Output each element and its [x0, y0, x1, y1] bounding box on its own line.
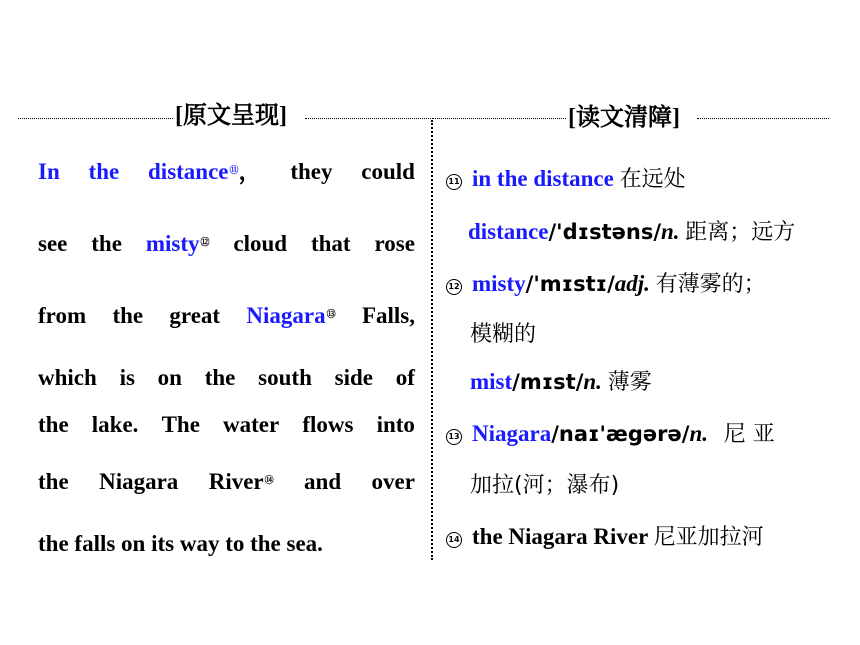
word: over: [371, 469, 415, 494]
keyword-river: [209, 468, 274, 500]
note-12: [446, 270, 766, 299]
word: the: [88, 159, 120, 184]
circled-number-icon: 14: [446, 532, 462, 548]
note-14: [446, 523, 764, 552]
phonetic: /mɪst/: [512, 370, 584, 394]
word: could: [361, 159, 415, 184]
word: is: [119, 365, 135, 390]
word: into: [376, 412, 415, 437]
note-13: [446, 420, 775, 449]
passage-line-5: [38, 411, 415, 439]
keyword-distance: [148, 158, 262, 190]
note-translation: 尼 亚: [723, 422, 775, 447]
right-section-title: [读文清障]: [568, 105, 680, 131]
note-translation: 加拉(河；瀑布): [470, 473, 620, 498]
note-term: the Niagara River: [472, 524, 648, 549]
note-translation: 模糊的: [470, 322, 537, 347]
header-rule-right-a: [432, 118, 566, 119]
word: distance: [148, 159, 229, 184]
word: the: [91, 231, 122, 256]
note-word: Niagara: [472, 421, 552, 446]
header-rule-left-a: [18, 118, 173, 119]
keyword-misty: [146, 230, 210, 262]
word: River: [208, 469, 264, 494]
phonetic: /'dɪstəns/: [548, 220, 661, 244]
left-section-title: [原文呈现]: [175, 103, 287, 129]
word: Falls,: [361, 303, 415, 328]
note-translation: 薄雾: [607, 370, 652, 395]
word: rose: [374, 231, 415, 256]
note-word: mist: [470, 369, 513, 394]
word: the: [112, 303, 144, 328]
note-word: misty: [472, 271, 526, 296]
word: Niagara: [246, 303, 326, 328]
phonetic: /'mɪstɪ/: [525, 272, 615, 296]
word: the: [38, 469, 69, 494]
word: of: [395, 365, 415, 390]
word: water: [223, 412, 280, 437]
footnote-marker: ⑬: [326, 309, 336, 319]
header-rule-right-b: [697, 118, 829, 119]
keyword-niagara: [246, 302, 335, 334]
column-divider: [431, 120, 433, 560]
note-word: distance: [468, 219, 549, 244]
circled-number-icon: 12: [446, 279, 462, 295]
note-11-detail: [468, 218, 795, 247]
word: the: [38, 412, 69, 437]
passage-line-4: [38, 364, 415, 392]
note-13-cont: [470, 471, 619, 500]
footnote-marker: ⑫: [200, 237, 210, 247]
note-term: in the distance: [472, 166, 614, 191]
part-of-speech: n.: [689, 421, 708, 446]
word: The: [161, 412, 200, 437]
passage-line-7: [38, 530, 415, 558]
passage-line-6: [38, 468, 415, 500]
note-translation: 尼亚加拉河: [653, 525, 764, 550]
footnote-marker: ⑪: [229, 165, 239, 175]
word: great: [169, 303, 221, 328]
passage-line-1: [38, 158, 415, 190]
header-rule-left-b: [305, 118, 431, 119]
part-of-speech: adj.: [614, 271, 650, 296]
word: from: [38, 303, 87, 328]
note-translation: 距离；远方: [685, 220, 796, 245]
note-translation: 在远处: [619, 167, 686, 192]
word: cloud: [233, 231, 288, 256]
word: see: [38, 231, 68, 256]
note-12-cont: [470, 320, 536, 349]
word: and: [304, 469, 342, 494]
word: side: [334, 365, 373, 390]
note-12-mist: [470, 368, 652, 397]
note-translation: 有薄雾的；: [655, 272, 766, 297]
footnote-marker: ⑭: [264, 475, 274, 485]
phonetic: /naɪ'ægərə/: [551, 422, 690, 446]
word: flows: [302, 412, 354, 437]
part-of-speech: n.: [661, 219, 680, 244]
word: the: [204, 365, 236, 390]
word: on: [157, 365, 182, 390]
word: In: [38, 159, 60, 184]
word: misty: [145, 231, 200, 256]
word: lake.: [91, 412, 139, 437]
circled-number-icon: 13: [446, 429, 462, 445]
word: Niagara: [99, 469, 179, 494]
passage-line-2: [38, 230, 415, 262]
circled-number-icon: 11: [446, 174, 462, 190]
passage-line-3: [38, 302, 415, 334]
part-of-speech: n.: [583, 369, 602, 394]
word: which: [38, 365, 97, 390]
word: they: [290, 159, 333, 184]
word: south: [258, 365, 312, 390]
word: that: [310, 231, 351, 256]
word: ，: [238, 159, 262, 184]
passage-text: the falls on its way to the sea.: [38, 531, 323, 556]
note-11: [446, 165, 686, 194]
